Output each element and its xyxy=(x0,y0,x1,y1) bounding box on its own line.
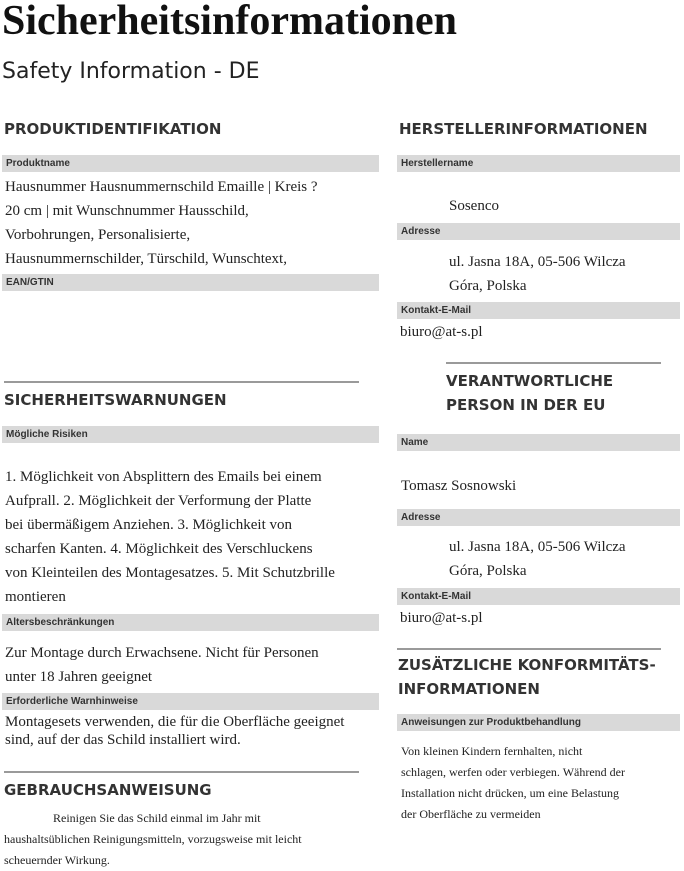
eu-person-email-label: Kontakt-E-Mail xyxy=(397,588,680,605)
text-line: Góra, Polska xyxy=(449,278,527,294)
text-line: von Kleinteilen des Montagesatzes. 5. Mit Schutzbrille xyxy=(5,565,335,581)
text-line: ul. Jasna 18A, 05-506 Wilcza xyxy=(449,254,626,270)
manufacturer-name-label: Herstellername xyxy=(397,155,680,172)
text-line: scharfen Kanten. 4. Möglichkeit des Verschluckens xyxy=(5,541,313,557)
eu-responsible-person-heading xyxy=(446,369,613,417)
section-divider xyxy=(4,771,359,773)
heading-line: INFORMATIONEN xyxy=(398,680,540,698)
product-identification-heading: PRODUKTIDENTIFIKATION xyxy=(4,120,222,138)
age-restrictions-value xyxy=(5,641,379,689)
manufacturer-email-value: biuro@at-s.pl xyxy=(400,324,483,340)
text-line: Aufprall. 2. Möglichkeit der Verformung der Platte xyxy=(5,493,312,509)
manufacturer-address-value xyxy=(449,250,680,298)
section-divider xyxy=(4,381,359,383)
text-line: bei übermäßigem Anziehen. 3. Möglichkeit von xyxy=(5,517,293,533)
ean-gtin-label: EAN/GTIN xyxy=(2,274,379,291)
text-line: Von kleinen Kindern fernhalten, nicht xyxy=(401,744,583,758)
heading-line: ZUSÄTZLICHE KONFORMITÄTS- xyxy=(398,656,656,674)
product-name-label: Produktname xyxy=(2,155,379,172)
text-line: Hausnummer Hausnummernschild Emaille | Kreis ? xyxy=(5,179,318,195)
possible-risks-value xyxy=(5,465,379,609)
text-line: montieren xyxy=(5,589,66,605)
age-restrictions-label: Altersbeschränkungen xyxy=(2,614,379,631)
text-line: Installation nicht drücken, um eine Belastung xyxy=(401,786,619,800)
required-warnings-value xyxy=(5,713,379,749)
eu-person-address-value xyxy=(449,535,680,583)
usage-instructions-value xyxy=(4,808,380,871)
text-line: 1. Möglichkeit von Absplittern des Emails bei einem xyxy=(5,469,322,485)
text-line: 20 cm | mit Wunschnummer Hausschild, xyxy=(5,203,249,219)
safety-warnings-heading: SICHERHEITSWARNUNGEN xyxy=(4,391,227,409)
possible-risks-label: Mögliche Risiken xyxy=(2,426,379,443)
manufacturer-name-value: Sosenco xyxy=(449,198,499,214)
text-line: ul. Jasna 18A, 05-506 Wilcza xyxy=(449,539,626,555)
heading-line: PERSON IN DER EU xyxy=(446,396,606,414)
text-line: unter 18 Jahren geeignet xyxy=(5,669,153,685)
eu-person-name-value: Tomasz Sosnowski xyxy=(401,478,517,494)
heading-line: VERANTWORTLICHE xyxy=(446,372,614,390)
manufacturer-email-label: Kontakt-E-Mail xyxy=(397,302,680,319)
page-title: Sicherheitsinformationen xyxy=(2,0,457,44)
section-divider xyxy=(446,362,661,364)
text-line: Montagesets verwenden, die für die Oberfläche geeignet xyxy=(5,714,345,730)
eu-person-name-label: Name xyxy=(397,434,680,451)
text-line: Reinigen Sie das Schild einmal im Jahr mit xyxy=(53,811,261,825)
text-line: sind, auf der das Schild installiert wird. xyxy=(5,732,241,748)
page-subtitle: Safety Information - DE xyxy=(2,59,260,84)
section-divider xyxy=(397,648,661,650)
text-line: der Oberfläche zu vermeiden xyxy=(401,807,541,821)
product-name-value xyxy=(5,175,379,271)
text-line: schlagen, werfen oder verbiegen. Während der xyxy=(401,765,626,779)
manufacturer-info-heading: HERSTELLERINFORMATIONEN xyxy=(399,120,648,138)
text-line: scheuernder Wirkung. xyxy=(4,853,110,867)
text-line: Zur Montage durch Erwachsene. Nicht für Personen xyxy=(5,645,319,661)
manufacturer-address-label: Adresse xyxy=(397,223,680,240)
text-line: Vorbohrungen, Personalisierte, xyxy=(5,227,191,243)
required-warnings-label: Erforderliche Warnhinweise xyxy=(2,693,379,710)
eu-person-address-label: Adresse xyxy=(397,509,680,526)
product-handling-value xyxy=(401,741,680,825)
eu-person-email-value: biuro@at-s.pl xyxy=(400,610,483,626)
product-handling-label: Anweisungen zur Produktbehandlung xyxy=(397,714,680,731)
usage-instructions-heading: GEBRAUCHSANWEISUNG xyxy=(4,781,212,799)
text-line: haushaltsüblichen Reinigungsmitteln, vorzugsweise mit leicht xyxy=(4,832,302,846)
text-line: Góra, Polska xyxy=(449,563,527,579)
text-line: Hausnummernschilder, Türschild, Wunschtext, xyxy=(5,251,287,267)
additional-conformity-heading xyxy=(398,653,656,701)
